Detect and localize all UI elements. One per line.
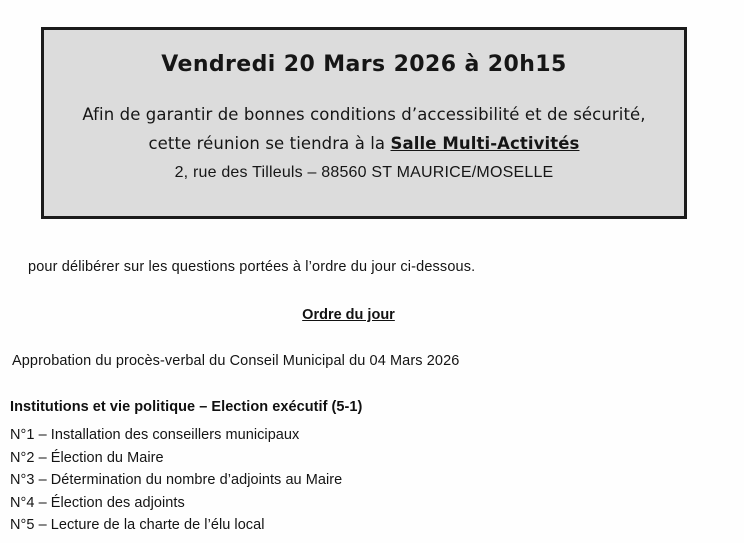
list-item: N°2 – Élection du Maire (10, 449, 164, 466)
meeting-location-block (82, 101, 645, 187)
venue-address: 2, rue des Tilleuls – 88560 ST MAURICE/MOSELLE (174, 163, 554, 181)
venue-line (82, 130, 645, 159)
list-item: N°5 – Lecture de la charte de l’élu local (10, 517, 265, 534)
meeting-notice-box (41, 27, 687, 219)
agenda-heading: Ordre du jour (302, 307, 395, 323)
list-item: N°1 – Installation des conseillers municipaux (10, 427, 300, 443)
accessibility-statement: Afin de garantir de bonnes conditions d’accessibilité et de sécurité, (82, 105, 646, 124)
venue-name: Salle Multi-Activités (390, 133, 580, 153)
list-item: N°3 – Détermination du nombre d’adjoints au Maire (10, 472, 343, 489)
venue-prefix: cette réunion se tiendra à la (148, 133, 391, 153)
intro-text: pour délibérer sur les questions portées à l’ordre du jour ci-dessous. (28, 259, 476, 275)
meeting-datetime: Vendredi 20 Mars 2026 à 20h15 (161, 52, 567, 77)
list-item: N°4 – Élection des adjoints (10, 494, 185, 511)
agenda-section-title: Institutions et vie politique – Election exécutif (5-1) (10, 399, 363, 415)
minutes-approval-line: Approbation du procès-verbal du Conseil Municipal du 04 Mars 2026 (12, 353, 460, 369)
agenda-item-list (10, 424, 710, 537)
